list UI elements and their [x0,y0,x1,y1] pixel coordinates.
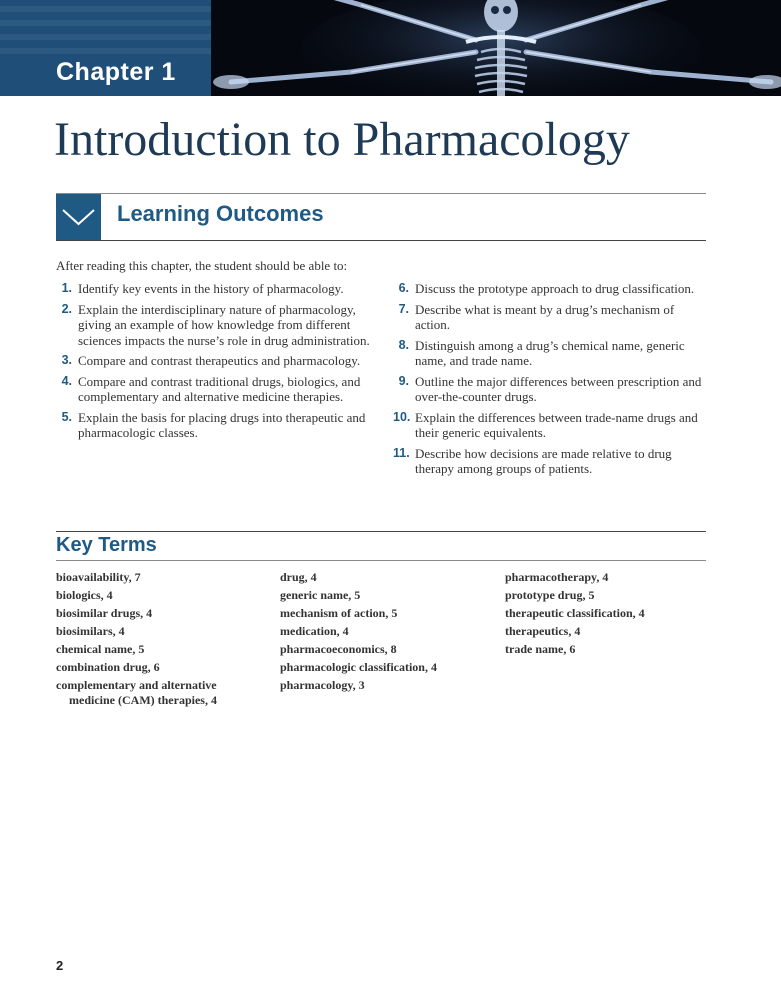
key-term: biosimilar drugs, 4 [56,606,153,620]
outcome-item [56,410,371,441]
key-term: pharmacoeconomics, 8 [280,642,397,656]
outcome-text: Discuss the prototype approach to drug classification. [415,281,695,296]
key-term: generic name, 5 [280,588,361,602]
outcome-item [56,374,371,405]
key-term: drug, 4 [280,570,317,584]
divider [56,240,706,241]
outcome-text: Distinguish among a drug’s chemical name, generic name, and trade name. [415,337,685,368]
divider [56,531,706,532]
outcome-text: Explain the differences between trade-name drugs and their generic equivalents. [415,409,698,440]
chapter-label-block [0,0,211,96]
key-term: biosimilars, 4 [56,624,125,638]
key-term: mechanism of action, 5 [280,606,398,620]
outcome-number: 3. [61,353,72,367]
outcome-number: 9. [398,373,409,388]
key-term: therapeutics, 4 [505,624,581,638]
outcomes-intro: After reading this chapter, the student should be able to: [56,258,348,273]
key-term: trade name, 6 [505,642,576,656]
key-terms-column-2 [280,570,495,696]
outcome-number: 2. [61,301,72,316]
outcome-text: Describe how decisions are made relative to drug therapy among groups of patients. [415,445,672,476]
outcome-item [393,374,708,405]
outcome-number: 7. [398,301,409,316]
outcome-item [56,281,371,297]
key-terms-column-1 [56,570,266,711]
key-term-line: medicine (CAM) therapies, 4 [69,693,217,707]
key-term [56,678,266,708]
xray-figure-illustration [211,0,781,96]
outcome-number: 8. [398,337,409,352]
outcome-number: 11. [393,445,410,460]
outcomes-list-right [393,281,708,482]
outcome-number: 10. [393,409,411,424]
divider [56,560,706,561]
outcome-number: 1. [61,281,72,295]
outcome-item [56,353,371,369]
outcome-text: Compare and contrast therapeutics and pharmacology. [78,353,361,368]
key-term: pharmacology, 3 [280,678,365,692]
outcome-item [393,446,708,477]
chapter-label: Chapter 1 [56,58,176,86]
outcome-item [393,281,708,297]
outcome-text: Outline the major differences between prescription and over-the-counter drugs. [415,373,702,404]
outcome-item [56,302,371,349]
key-term: pharmacotherapy, 4 [505,570,609,584]
key-term: prototype drug, 5 [505,588,595,602]
key-term: chemical name, 5 [56,642,145,656]
outcome-text: Compare and contrast traditional drugs, biologics, and complementary and alternative medicine therapies. [78,373,361,404]
key-term: medication, 4 [280,624,349,638]
outcome-number: 5. [61,409,72,424]
key-term: biologics, 4 [56,588,113,602]
key-term: therapeutic classification, 4 [505,606,645,620]
outcome-text: Explain the basis for placing drugs into therapeutic and pharmacologic classes. [78,409,366,440]
chevron-down-icon [56,194,101,240]
key-term-line: complementary and alternative [56,678,217,692]
chapter-header-band [0,0,781,96]
key-term: combination drug, 6 [56,660,160,674]
outcome-number: 6. [398,281,409,295]
outcome-item [393,410,708,441]
outcome-item [393,338,708,369]
outcome-text: Explain the interdisciplinary nature of pharmacology, giving an example of how knowledge from different sciences impacts the nurse’s role in drug administration. [78,301,370,348]
page-number: 2 [56,958,64,973]
outcome-number: 4. [61,373,72,388]
divider [56,193,706,194]
key-term: bioavailability, 7 [56,570,141,584]
outcomes-list-left [56,281,371,446]
key-terms-heading: Key Terms [56,534,157,556]
outcome-text: Identify key events in the history of pharmacology. [78,281,344,296]
learning-outcomes-heading: Learning Outcomes [117,201,324,226]
outcome-item [393,302,708,333]
key-term: pharmacologic classification, 4 [280,660,437,674]
outcome-text: Describe what is meant by a drug’s mechanism of action. [415,301,675,332]
chapter-title: Introduction to Pharmacology [54,113,630,166]
key-terms-column-3 [505,570,715,660]
